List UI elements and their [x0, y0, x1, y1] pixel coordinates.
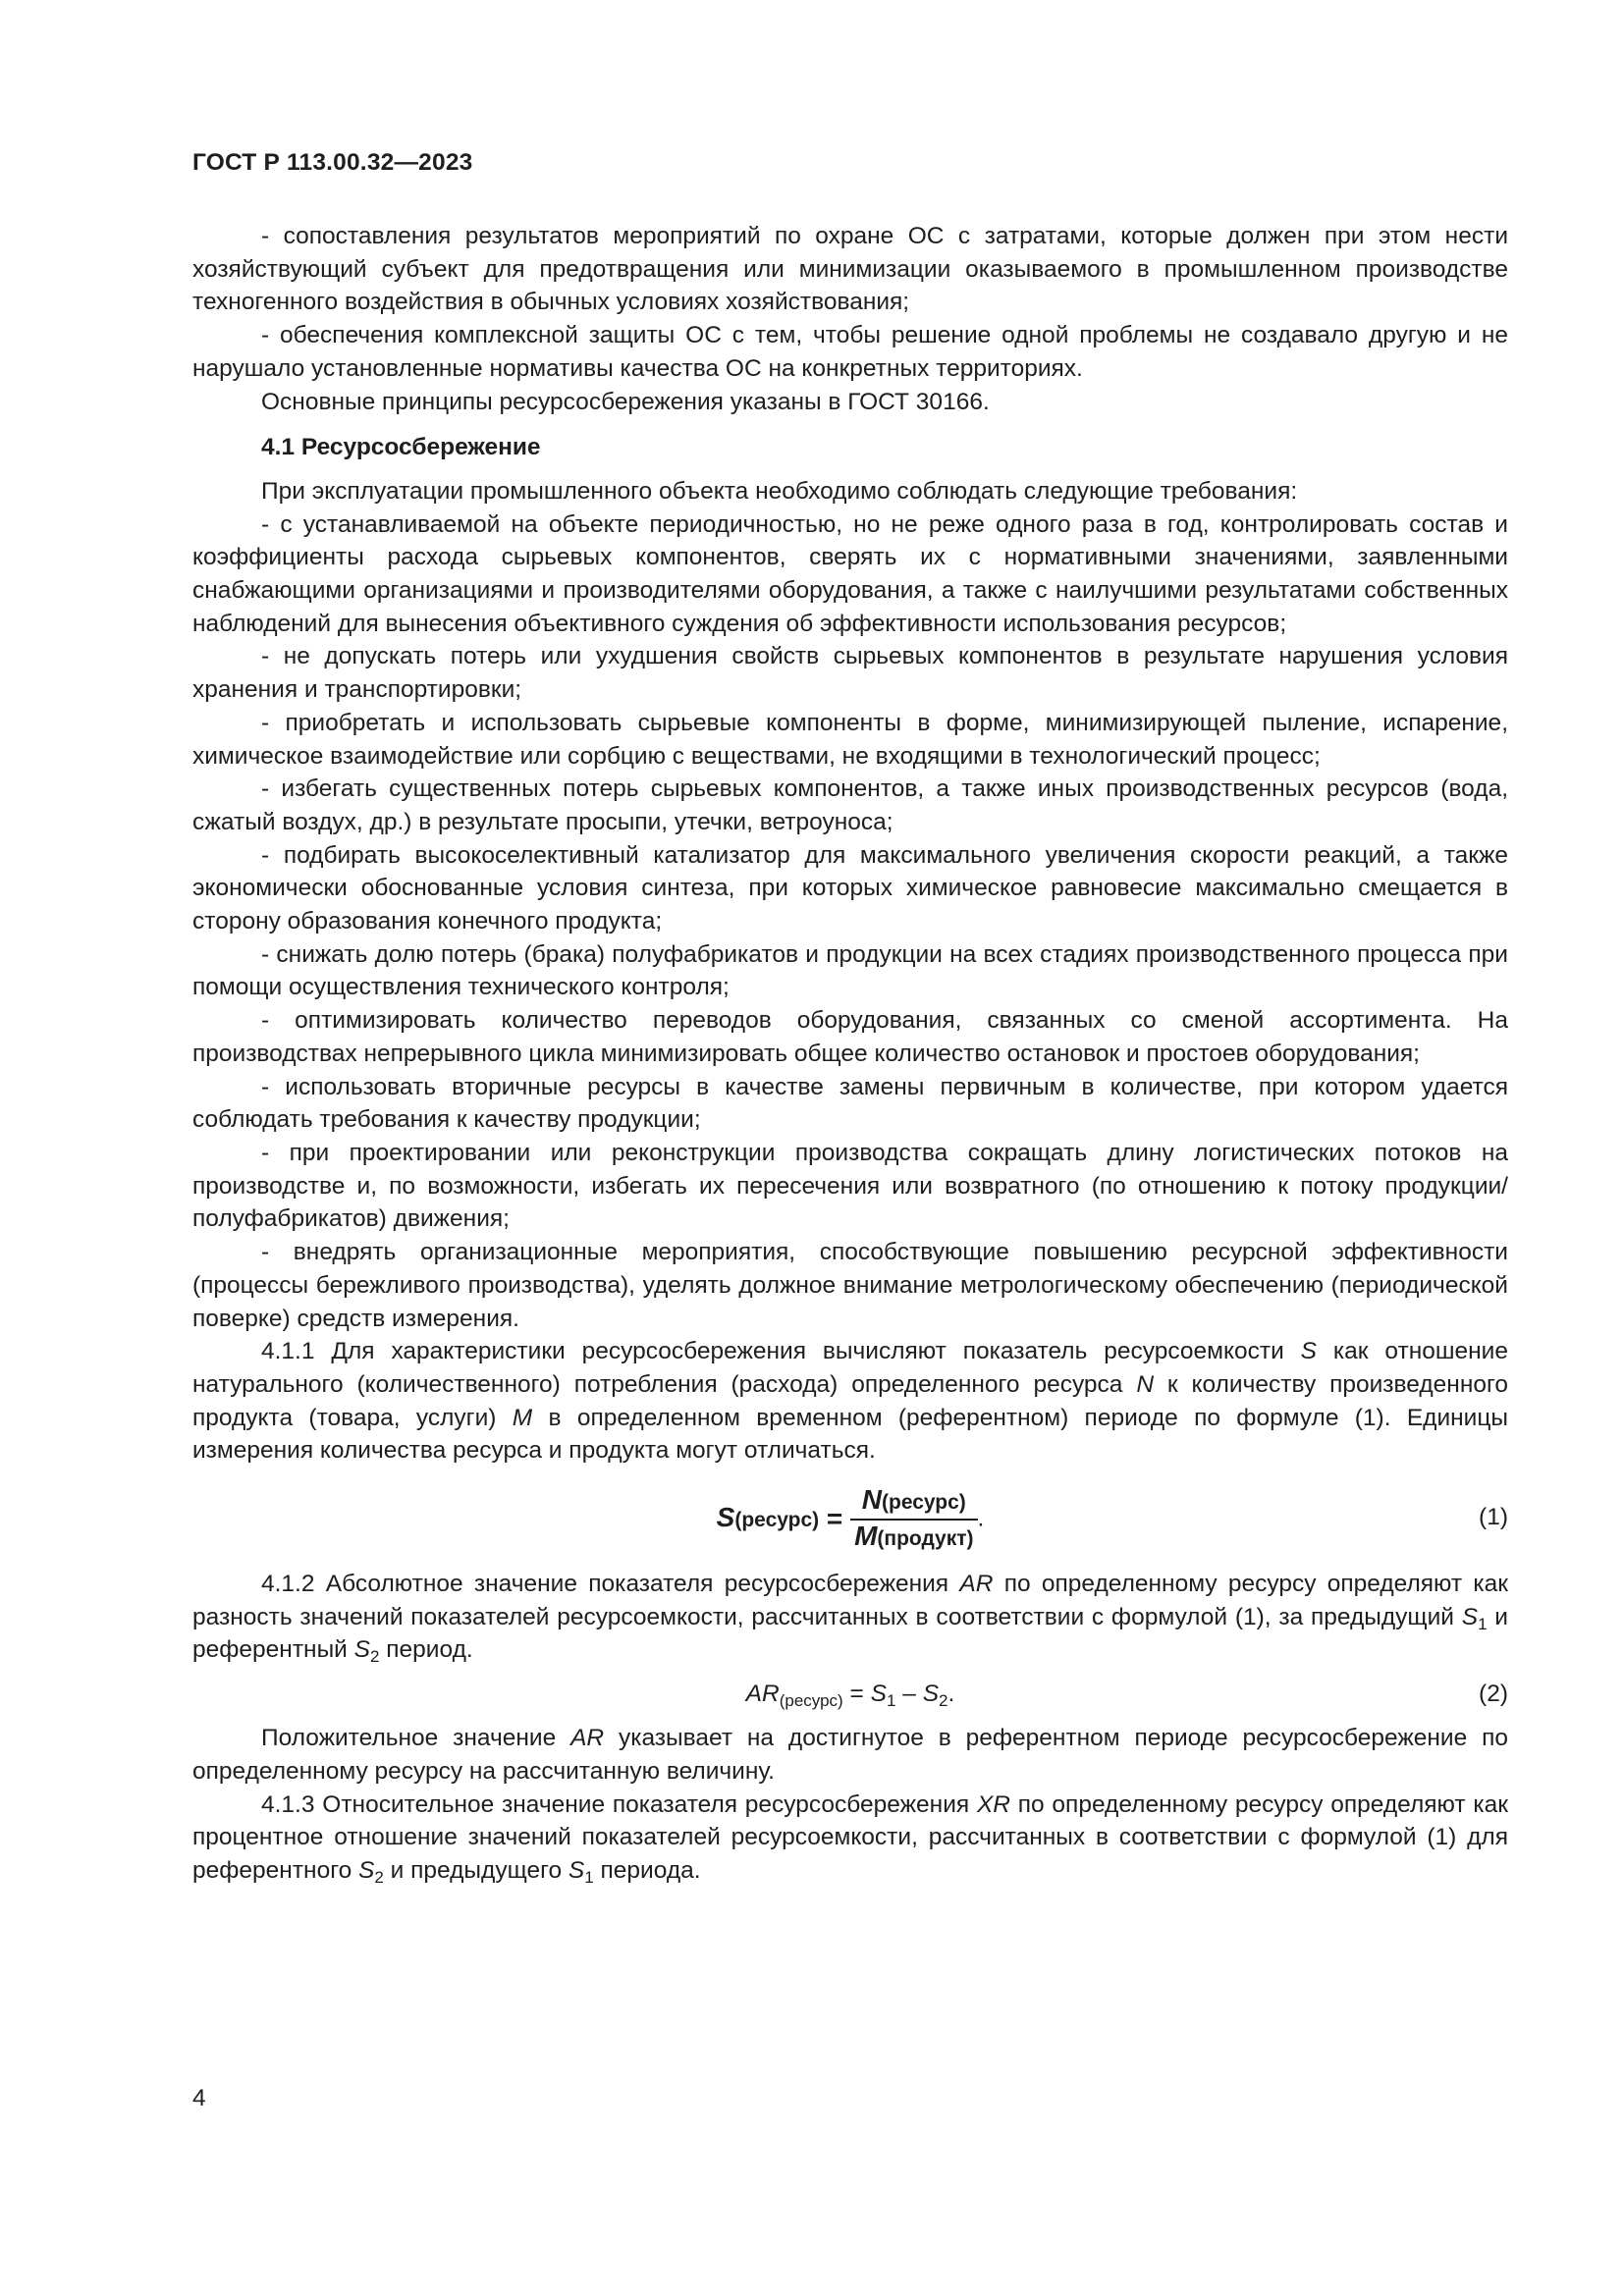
section-heading-4-1: 4.1 Ресурсосбережение	[261, 434, 541, 461]
requirement-item-2: - не допускать потерь или ухудшения свойств сырьевых компонентов в результате нарушения условия хранения и транспортировки;	[192, 643, 1508, 704]
requirement-item-6: - снижать долю потерь (брака) полуфабрикатов и продукции на всех стадиях производственного процесса при помощи осуществления технического контроля;	[192, 940, 1508, 1001]
formula-1-number: (1)	[1479, 1504, 1508, 1531]
requirement-item-10: - внедрять организационные мероприятия, способствующие повышению ресурсной эффективности (процессы бережливого производства), уделять должное внимание метрологическому обеспечению (периодической поверке) средств измерения.	[192, 1239, 1508, 1332]
page-number: 4	[192, 2085, 206, 2111]
document-body	[192, 220, 1508, 1888]
paragraph-positive-ar: Положительное значение AR указывает на достигнутое в референтном периоде ресурсосбережение по определенному ресурсу на рассчитанную величину.	[192, 1725, 1508, 1785]
section-lead: При эксплуатации промышленного объекта необходимо соблюдать следующие требования:	[261, 477, 1298, 505]
formula-1-lhs: S(ресурс)	[716, 1502, 820, 1533]
requirement-item-8: - использовать вторичные ресурсы в качестве замены первичным в количестве, при котором удается соблюдать требования к качеству продукции;	[192, 1073, 1508, 1134]
requirement-item-5: - подбирать высокоселективный катализатор для максимального увеличения скорости реакций, а также экономически обоснованные условия синтеза, при которых химическое равновесие максимально смещается в сторону образования конечного продукта;	[192, 841, 1508, 935]
requirement-item-4: - избегать существенных потерь сырьевых компонентов, а также иных производственных ресурсов (вода, сжатый воздух, др.) в результате просыпи, утечки, ветроуноса;	[192, 775, 1508, 835]
paragraph-intro-3: Основные принципы ресурсосбережения указаны в ГОСТ 30166.	[261, 388, 990, 415]
formula-1-fraction: $\frac{\text{N(ресурс)}}{\text{M(продукт)}}$	[850, 1485, 977, 1554]
requirement-item-1: - с устанавливаемой на объекте периодичностью, но не реже одного раза в год, контролировать состав и коэффициенты расхода сырьевых компонентов, сверять их с нормативными значениями, заявленными снабжающими организациями и производителями оборудования, а также с наилучшими результатами собственных наблюдений для вынесения объективного суждения об эффективности использования ресурсов;	[192, 510, 1508, 637]
paragraph-intro-2: - обеспечения комплексной защиты ОС с тем, чтобы решение одной проблемы не создавало другую и не нарушало установленные нормативы качества ОС на конкретных территориях.	[192, 322, 1508, 382]
paragraph-intro-1: - сопоставления результатов мероприятий по охране ОС с затратами, которые должен при этом нести хозяйствующий субъект для предотвращения или минимизации оказываемого в промышленном производстве техногенного воздействия в обычных условиях хозяйствования;	[192, 223, 1508, 316]
formula-1: S(ресурс) = $\frac{\text{N(ресурс)}}{\text{M(продукт)}}$ . (1)	[192, 1475, 1508, 1560]
requirement-item-3: - приобретать и использовать сырьевые компоненты в форме, минимизирующей пыление, испарение, химическое взаимодействие или сорбцию с веществами, не входящими в технологический процесс;	[192, 709, 1508, 770]
paragraph-4-1-2: 4.1.2 Абсолютное значение показателя ресурсосбережения AR по определенному ресурсу определяют как разность значений показателей ресурсоемкости, рассчитанных в соответствии с формулой (1), за предыдущий $S_1$ и референтный $S_2$ период.	[192, 1571, 1508, 1667]
formula-2: $AR_{(ресурс)} = S_1 - S_2$. (2)	[192, 1675, 1508, 1714]
formula-2-number: (2)	[1479, 1681, 1508, 1708]
document-code-header: ГОСТ Р 113.00.32—2023	[192, 149, 473, 176]
requirement-item-7: - оптимизировать количество переводов оборудования, связанных со сменой ассортимента. На производствах непрерывного цикла минимизировать общее количество остановок и простоев оборудования;	[192, 1007, 1508, 1067]
paragraph-4-1-3: 4.1.3 Относительное значение показателя ресурсосбережения XR по определенному ресурсу определяют как процентное отношение значений показателей ресурсоемкости, рассчитанных в соответствии с формулой (1) для референтного $S_2$ и предыдущего $S_1$ периода.	[192, 1790, 1508, 1887]
requirement-item-9: - при проектировании или реконструкции производства сокращать длину логистических потоков на производстве и, по возможности, избегать их пересечения или возвратного (по отношению к потоку продукции/полуфабрикатов) движения;	[192, 1139, 1508, 1233]
paragraph-4-1-1: 4.1.1 Для характеристики ресурсосбережения вычисляют показатель ресурсоемкости S как отношение натурального (количественного) потребления (расхода) определенного ресурса N к количеству произведенного продукта (товара, услуги) M в определенном временном (референтном) периоде по формуле (1). Единицы измерения количества ресурса и продукта могут отличаться.	[192, 1338, 1509, 1465]
